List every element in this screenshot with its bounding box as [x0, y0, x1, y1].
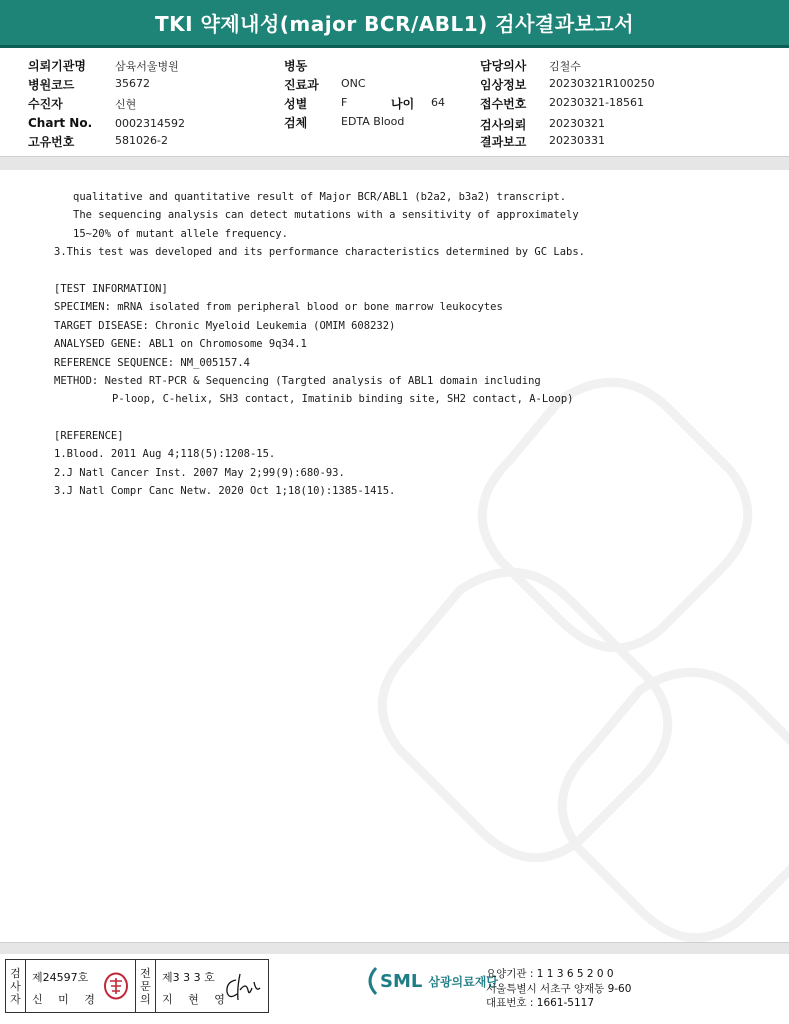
examiner-label: 검 사 자	[6, 960, 26, 1012]
sml-logo-text: SML	[380, 970, 423, 992]
phone-number: 대표번호 : 1661-5117	[486, 997, 595, 1009]
report-date-label: 결과보고	[480, 135, 527, 149]
header-divider	[0, 156, 789, 170]
age-label: 나이	[391, 97, 415, 111]
specimen-value: EDTA Blood	[341, 115, 405, 128]
doctor-label: 담당의사	[480, 59, 527, 73]
test-info-method: METHOD: Nested RT-PCR & Sequencing (Targted analysis of ABL1 domain including	[54, 374, 541, 387]
dept-value: ONC	[341, 77, 366, 90]
examiner-license: 제24597호	[32, 971, 89, 984]
sex-label: 성별	[284, 97, 308, 111]
test-info-reference-seq: REFERENCE SEQUENCE: NM_005157.4	[54, 356, 250, 369]
accession-label: 접수번호	[480, 97, 527, 111]
organization-contact	[486, 967, 631, 1011]
doctor-value: 김철수	[549, 60, 581, 73]
examiner-cell	[26, 960, 136, 1012]
sml-arc-icon	[364, 966, 378, 996]
report-body	[0, 170, 789, 942]
report-date-value: 20230331	[549, 134, 605, 147]
dept-label: 진료과	[284, 78, 319, 92]
sml-logo	[364, 966, 498, 996]
test-info-method-cont: P-loop, C-helix, SH3 contact, Imatinib binding site, SH2 contact, A-Loop)	[112, 393, 574, 406]
receiver-label: 수진자	[28, 97, 63, 111]
test-info-target: TARGET DISEASE: Chronic Myeloid Leukemia (OMIM 608232)	[54, 319, 396, 332]
hospital-value: 삼육서울병원	[115, 60, 179, 73]
footer-divider	[0, 942, 789, 954]
specimen-label: 검체	[284, 116, 308, 130]
clinical-info-label: 임상정보	[480, 78, 527, 92]
examiner-name: 신 미 경	[32, 993, 101, 1006]
clinical-info-value: 20230321R100250	[549, 77, 655, 90]
hospital-label: 의뢰기관명	[28, 59, 86, 73]
hospital-code-value: 35672	[115, 77, 150, 90]
request-date-value: 20230321	[549, 117, 605, 130]
address: 서울특별시 서초구 양재동 9-60	[486, 982, 632, 995]
test-info-heading: [TEST INFORMATION]	[54, 282, 168, 295]
report-title: TKI 약제내성(major BCR/ABL1) 검사결과보고서	[154, 12, 635, 36]
unique-no-value: 581026-2	[115, 134, 168, 147]
request-date-label: 검사의뢰	[480, 118, 527, 132]
specialist-name: 지 현 영	[162, 993, 231, 1006]
note-line: 3.This test was developed and its performance characteristics determined by GC Labs.	[54, 246, 586, 259]
note-line: 15~20% of mutant allele frequency.	[73, 227, 288, 240]
note-line: The sequencing analysis can detect mutations with a sensitivity of approximately	[73, 209, 579, 222]
hospital-code-label: 병원코드	[28, 78, 75, 92]
specialist-license: 제3 3 3 호	[162, 971, 215, 984]
age-value: 64	[431, 96, 445, 109]
reference-heading: [REFERENCE]	[54, 430, 124, 443]
chart-no-label: Chart No.	[28, 116, 93, 130]
reference-item: 2.J Natl Cancer Inst. 2007 May 2;99(9):680-93.	[54, 466, 345, 479]
test-info-gene: ANALYSED GENE: ABL1 on Chromosome 9q34.1	[54, 338, 307, 351]
specialist-label: 전 문 의	[136, 960, 156, 1012]
ward-label: 병동	[284, 59, 308, 73]
signature-mark	[222, 972, 262, 1004]
specialist-cell	[156, 960, 268, 1012]
accession-value: 20230321-18561	[549, 96, 644, 109]
note-line: qualitative and quantitative result of Major BCR/ABL1 (b2a2, b3a2) transcript.	[73, 191, 567, 203]
receiver-value: 신현	[115, 98, 137, 111]
chart-no-value: 0002314592	[115, 117, 185, 130]
sex-value: F	[341, 96, 348, 109]
reference-item: 3.J Natl Compr Canc Netw. 2020 Oct 1;18(10):1385-1415.	[54, 485, 396, 498]
care-facility-no: 요양기관 : 1 1 3 6 5 2 0 0	[486, 968, 614, 980]
organization-name: 삼광의료재단	[428, 974, 498, 989]
report-text	[54, 188, 774, 501]
seal-stamp	[103, 972, 129, 1000]
patient-info-header	[0, 52, 789, 154]
unique-no-label: 고유번호	[28, 135, 75, 149]
test-info-specimen: SPECIMEN: mRNA isolated from peripheral blood or bone marrow leukocytes	[54, 301, 503, 314]
signature-box	[5, 959, 269, 1013]
reference-item: 1.Blood. 2011 Aug 4;118(5):1208-15.	[54, 448, 276, 461]
report-title-bar	[0, 0, 789, 48]
